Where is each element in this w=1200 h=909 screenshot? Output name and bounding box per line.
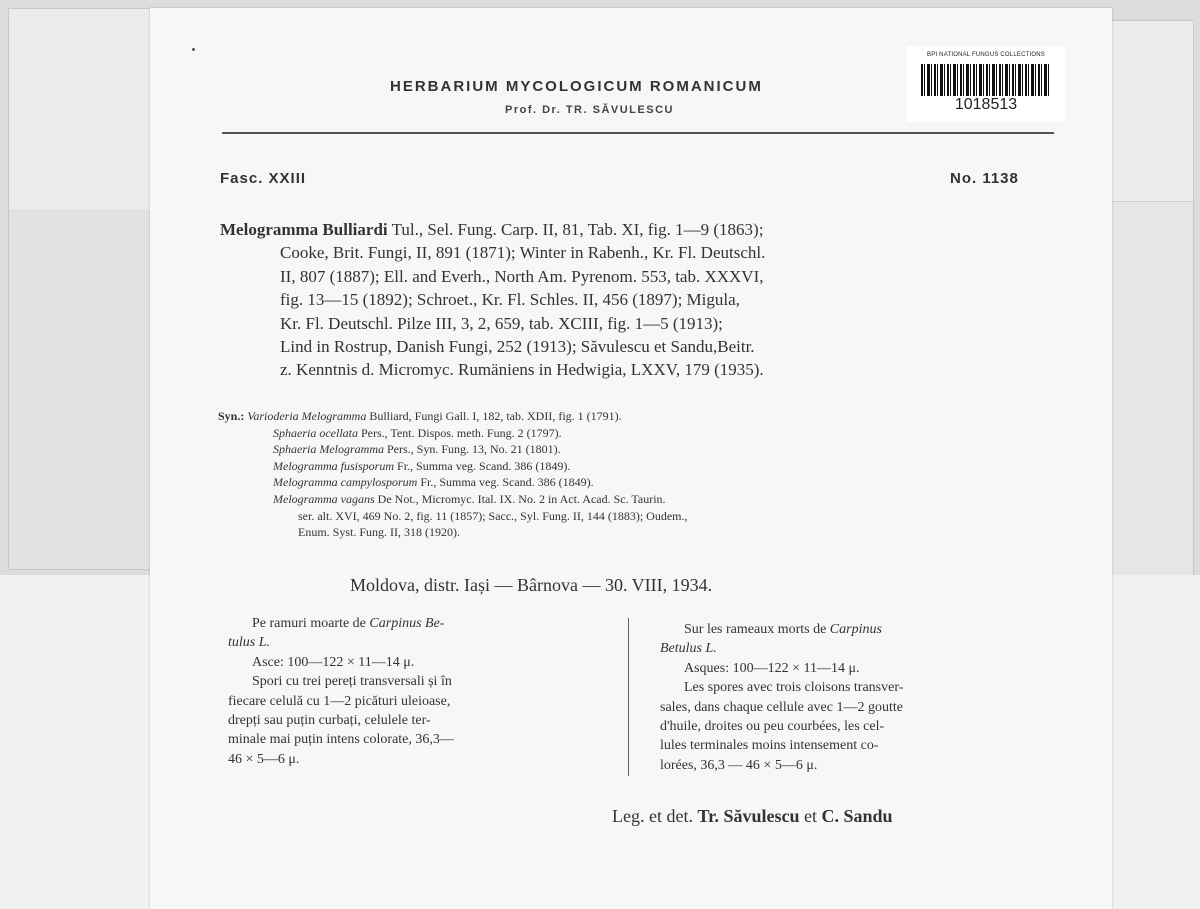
synonyms-block: [218, 408, 1068, 541]
header-rule: [222, 132, 1054, 134]
synonym-line: [218, 425, 1068, 442]
synonym-ref: Pers., Syn. Fung. 13, No. 21 (1801).: [387, 442, 561, 457]
synonym-ref: Bulliard, Fungi Gall. I, 182, tab. XDII, fig. 1 (1791).: [369, 409, 622, 423]
collector-name: Tr. Săvulescu: [697, 806, 800, 826]
citation-line: z. Kenntnis d. Micromyc. Rumäniens in Hedwigia, LXXV, 179 (1935).: [280, 360, 764, 380]
species-line: [220, 218, 1060, 241]
citation-line: II, 807 (1887); Ell. and Everh., North Am. Pyrenom. 553, tab. XXXVI,: [280, 266, 764, 286]
citation-line: Kr. Fl. Deutschl. Pilze III, 3, 2, 659, tab. XCIII, fig. 1—5 (1913);: [280, 313, 723, 333]
synonym-taxon: Melogramma fusisporum: [273, 458, 395, 473]
synonym-continuation: ser. alt. XVI, 469 No. 2, fig. 11 (1857); Sacc., Syl. Fung. II, 144 (1883); Oudem.,: [298, 508, 688, 523]
citation-line: Lind in Rostrup, Danish Fungi, 252 (1913); Săvulescu et Sandu,Beitr.: [280, 337, 755, 357]
host-name-cont: Betulus L.: [660, 641, 717, 657]
description-line: [228, 633, 608, 652]
description-line: drepți sau puțin curbați, celulele ter-: [228, 713, 431, 729]
specimen-number: No. 1138: [950, 170, 1019, 187]
description-line: lules terminales moins intensement co-: [660, 738, 879, 754]
description-line: Les spores avec trois cloisons transver-: [684, 680, 904, 696]
paper-mark: [192, 48, 195, 51]
envelope-right-flap: [1110, 20, 1194, 582]
collector-name: C. Sandu: [821, 806, 893, 826]
species-name: Melogramma Bulliardi: [220, 220, 388, 239]
synonym-ref: Fr., Summa veg. Scand. 386 (1849).: [397, 458, 571, 473]
description-line: [228, 614, 608, 633]
column-divider: [628, 618, 629, 776]
synonym-taxon: Sphaeria Melogramma: [273, 442, 384, 457]
synonym-ref: De Not., Micromyc. Ital. IX. No. 2 in Act. Acad. Sc. Taurin.: [377, 491, 666, 506]
barcode-collection: BPI NATIONAL FUNGUS COLLECTIONS: [927, 52, 1045, 58]
synonym-line: [218, 408, 1068, 425]
synonym-taxon: Melogramma campylosporum: [273, 475, 418, 490]
description-line: Asques: 100—122 × 11—14 μ.: [684, 660, 860, 676]
description-french: [660, 620, 1060, 775]
synonym-line: [218, 491, 1068, 508]
barcode-icon: [921, 64, 1051, 96]
host-name: Carpinus Be-: [369, 616, 445, 631]
synonym-continuation: Enum. Syst. Fung. II, 318 (1920).: [298, 525, 460, 540]
description-line: [660, 639, 1060, 658]
citation-line: Tul., Sel. Fung. Carp. II, 81, Tab. XI, fig. 1—9 (1863);: [391, 220, 764, 239]
envelope-flap-bottom: [9, 209, 169, 569]
species-reference: [220, 218, 1060, 382]
synonym-line: [218, 474, 1068, 491]
locality: Moldova, distr. Iași — Bârnova — 30. VIII, 1934.: [350, 575, 713, 595]
description-line: d'huile, droites ou peu courbées, les cel-: [660, 719, 885, 735]
description-line: [660, 620, 1060, 639]
envelope-flap-top: [1111, 21, 1193, 202]
synonym-taxon: Melogramma vagans: [273, 491, 375, 506]
barcode-sticker: [907, 46, 1065, 122]
host-name: Carpinus: [829, 622, 882, 637]
description-line: Asce: 100—122 × 11—14 μ.: [252, 654, 415, 670]
envelope-left-flap: [8, 8, 170, 570]
description-text: Pe ramuri moarte de: [252, 616, 366, 631]
curator-name: Prof. Dr. TR. SĂVULESCU: [505, 104, 674, 116]
description-line: minale mai puțin intens colorate, 36,3—: [228, 732, 454, 748]
herbarium-label: [150, 8, 1112, 909]
description-text: Sur les rameaux morts de: [684, 622, 827, 637]
synonym-line: [218, 458, 1068, 475]
citation-line: fig. 13—15 (1892); Schroet., Kr. Fl. Schles. II, 456 (1897); Migula,: [280, 290, 740, 310]
description-line: fiecare celulă cu 1—2 picături uleioase,: [228, 693, 451, 709]
barcode-number: 1018513: [954, 96, 1018, 113]
citation-line: Cooke, Brit. Fungi, II, 891 (1871); Winter in Rabenh., Kr. Fl. Deutschl.: [280, 243, 766, 263]
synonym-line: [218, 441, 1068, 458]
synonym-ref: Pers., Tent. Dispos. meth. Fung. 2 (1797).: [360, 425, 562, 440]
description-romanian: [228, 614, 608, 769]
fascicle: Fasc. XXIII: [220, 170, 307, 187]
synonyms-label: Syn.:: [218, 409, 245, 423]
envelope-flap-top: [9, 9, 169, 210]
synonym-taxon: Varioderia Melogramma: [247, 409, 367, 423]
synonym-taxon: Sphaeria ocellata: [273, 425, 358, 440]
description-line: lorées, 36,3 — 46 × 5—6 μ.: [660, 757, 818, 773]
description-line: 46 × 5—6 μ.: [228, 751, 300, 767]
description-line: Spori cu trei pereți transversali și în: [252, 674, 452, 690]
description-line: sales, dans chaque cellule avec 1—2 goutte: [660, 699, 903, 715]
collector-joiner: et: [804, 806, 817, 826]
collector-prefix: Leg. et det.: [612, 806, 693, 826]
synonym-ref: Fr., Summa veg. Scand. 386 (1849).: [420, 475, 594, 490]
institution-title: HERBARIUM MYCOLOGICUM ROMANICUM: [390, 78, 763, 95]
collector-line: [612, 806, 893, 827]
host-name-cont: tulus L.: [228, 635, 271, 651]
